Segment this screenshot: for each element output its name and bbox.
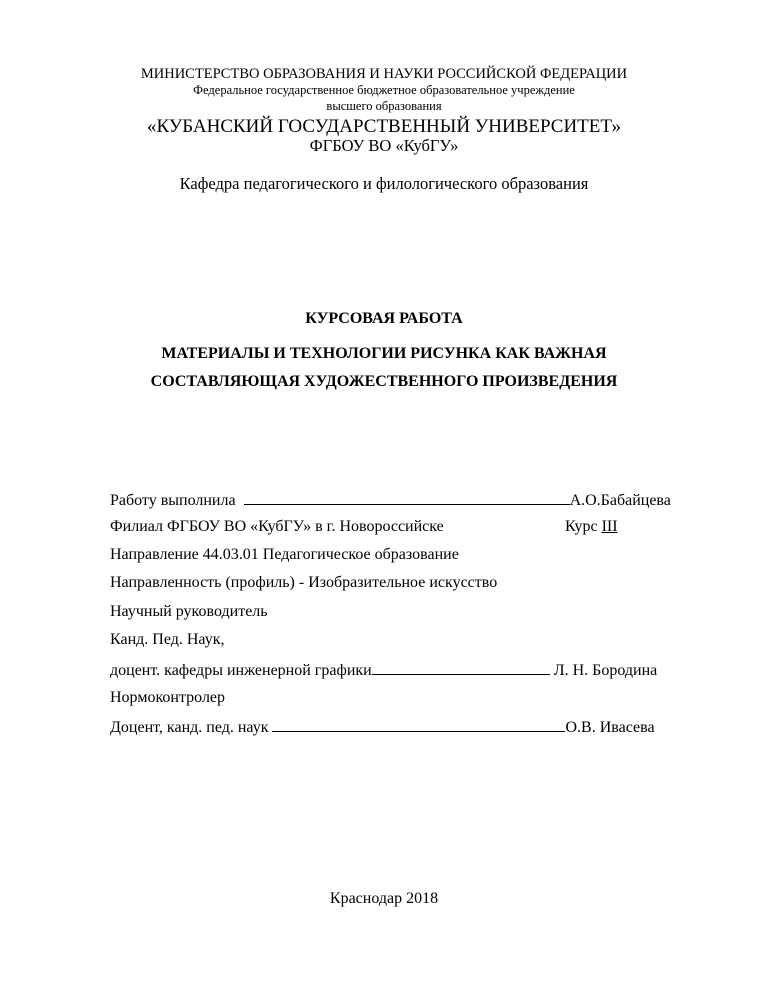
performed-by-row xyxy=(110,491,671,509)
performed-by-name: А.О.Бабайцева xyxy=(569,492,671,509)
direction-row xyxy=(110,547,459,563)
signature-line xyxy=(244,491,570,505)
work-type: КУРСОВАЯ РАБОТА xyxy=(305,310,463,327)
signature-line xyxy=(372,661,550,675)
normcontrol-position: Доцент, канд. пед. наук xyxy=(110,719,269,736)
university-name: «КУБАНСКИЙ ГОСУДАРСТВЕННЫЙ УНИВЕРСИТЕТ» xyxy=(146,116,622,137)
profile-row xyxy=(110,575,497,591)
signature-line xyxy=(272,718,565,732)
supervisor-position: доцент. кафедры инженерной графики xyxy=(110,662,372,679)
university-abbreviation: ФГБОУ ВО «КубГУ» xyxy=(309,136,459,155)
institution-type: Федеральное государственное бюджетное образовательное учреждение xyxy=(193,83,575,97)
department-name: Кафедра педагогического и филологического образования xyxy=(179,174,589,193)
city-year: Краснодар 2018 xyxy=(329,890,439,907)
supervisor-name: Л. Н. Бородина xyxy=(553,662,658,679)
profile-text: Направленность (профиль) - Изобразительное искусство xyxy=(110,574,498,591)
work-title-line-2: СОСТАВЛЯЮЩАЯ ХУДОЖЕСТВЕННОГО ПРОИЗВЕДЕНИЯ xyxy=(150,373,618,390)
course-label: Курс xyxy=(565,518,598,535)
work-title-line-1: МАТЕРИАЛЫ И ТЕХНОЛОГИИ РИСУНКА КАК ВАЖНАЯ xyxy=(161,345,607,362)
course-row xyxy=(565,519,618,535)
supervisor-label: Научный руководитель xyxy=(110,603,268,620)
normcontrol-name: О.В. Ивасева xyxy=(565,719,655,736)
supervisor-degree: Канд. Пед. Наук, xyxy=(110,631,225,648)
direction-text: Направление 44.03.01 Педагогическое образование xyxy=(110,546,459,563)
normcontrol-row xyxy=(110,718,655,736)
course-value: III xyxy=(601,518,618,535)
supervisor-row xyxy=(110,661,657,679)
education-level: высшего образования xyxy=(326,99,442,113)
branch-row xyxy=(110,519,444,535)
supervisor-degree-row xyxy=(110,632,224,648)
performed-by-label: Работу выполнила xyxy=(110,492,236,509)
normcontrol-label: Нормоконтролер xyxy=(110,689,226,706)
ministry-name: МИНИСТЕРСТВО ОБРАЗОВАНИЯ И НАУКИ РОССИЙСКОЙ ФЕДЕРАЦИИ xyxy=(140,66,628,82)
supervisor-label-row xyxy=(110,604,268,620)
normcontrol-label-row xyxy=(110,690,225,706)
branch-name: Филиал ФГБОУ ВО «КубГУ» в г. Новороссийске xyxy=(110,518,444,535)
